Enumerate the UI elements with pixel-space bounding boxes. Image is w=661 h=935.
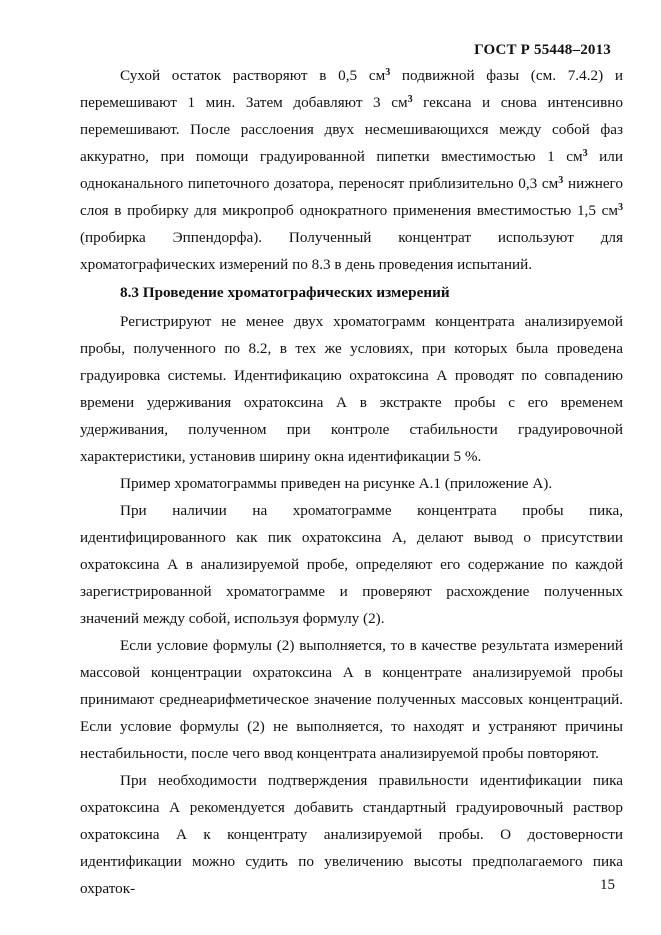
paragraph-example-figure: Пример хроматограммы приведен на рисунке А.1 (приложение А).: [120, 475, 553, 492]
paragraph-text: нижнего слоя в пробирку для микропроб однократного применения вместимостью 1,5 см: [80, 175, 624, 219]
paragraph-formula-condition: Если условие формулы (2) выполняется, то в качестве результата измерений массовой концентрации охратоксина А в концентрате анализируемой пробы принимают среднеарифметическое значение полученных массовых концентраций. Если условие формулы (2) не выполняется, то находят и устраняют причины нестабильности, после чего ввод концентрата анализируемой пробы повторяют.: [80, 637, 623, 762]
section-heading: 8.3 Проведение хроматографических измерений: [120, 284, 450, 301]
superscript: 3: [558, 175, 564, 186]
page-number: 15: [600, 877, 615, 893]
paragraph-peak-presence: При наличии на хроматограмме концентрата пробы пика, идентифицированного как пик охратоксина А, делают вывод о присутствии охратоксина А в анализируемой пробе, определяют его содержание по каждой зарегистрированной хроматограмме и проверяют расхождение полученных значений между собой, используя формулу (2).: [80, 502, 623, 627]
paragraph-identification-confirmation: При необходимости подтверждения правильности идентификации пика охратоксина А рекомендуется добавить стандартный градуировочный раствор охратоксина А к концентрату анализируемой пробы. О достоверности идентификации можно судить по увеличению высоты предполагаемого пика охраток-: [80, 772, 623, 897]
paragraph-text: Сухой остаток растворяют в 0,5 см: [120, 67, 386, 84]
superscript: 3: [582, 148, 588, 159]
superscript: 3: [385, 67, 391, 78]
paragraph-text: (пробирка Эппендорфа). Полученный концентрат используют для хроматографических измерений по 8.3 в день проведения испытаний.: [80, 229, 623, 273]
paragraph-text: или одноканального пипеточного дозатора, переносят приблизительно 0,3 см: [80, 148, 623, 192]
paragraph-register-chromatograms: Регистрируют не менее двух хроматограмм концентрата анализируемой пробы, полученного по 8.2, в тех же условиях, при которых была проведена градуировка системы. Идентификацию охратоксина А проводят по совпадению времени удерживания охратоксина А в экстракте пробы с его временем удерживания, полученном при контроле стабильности градуировочной характеристики, установив ширину окна идентификации 5 %.: [80, 313, 623, 465]
paragraph-text: подвижной фазы (см. 7.4.2) и перемешивают 1 мин. Затем добавляют 3 см: [80, 67, 623, 111]
paragraph-dry-residue: [80, 62, 623, 278]
paragraph-text: гексана и снова интенсивно перемешивают. После расслоения двух несмешивающихся между собой фаз аккуратно, при помощи градуированной пипетки вместимостью 1 см: [80, 94, 623, 165]
superscript: 3: [618, 202, 623, 213]
superscript: 3: [407, 94, 413, 105]
document-header-standard-code: ГОСТ Р 55448–2013: [474, 42, 611, 58]
document-body: [80, 62, 623, 902]
